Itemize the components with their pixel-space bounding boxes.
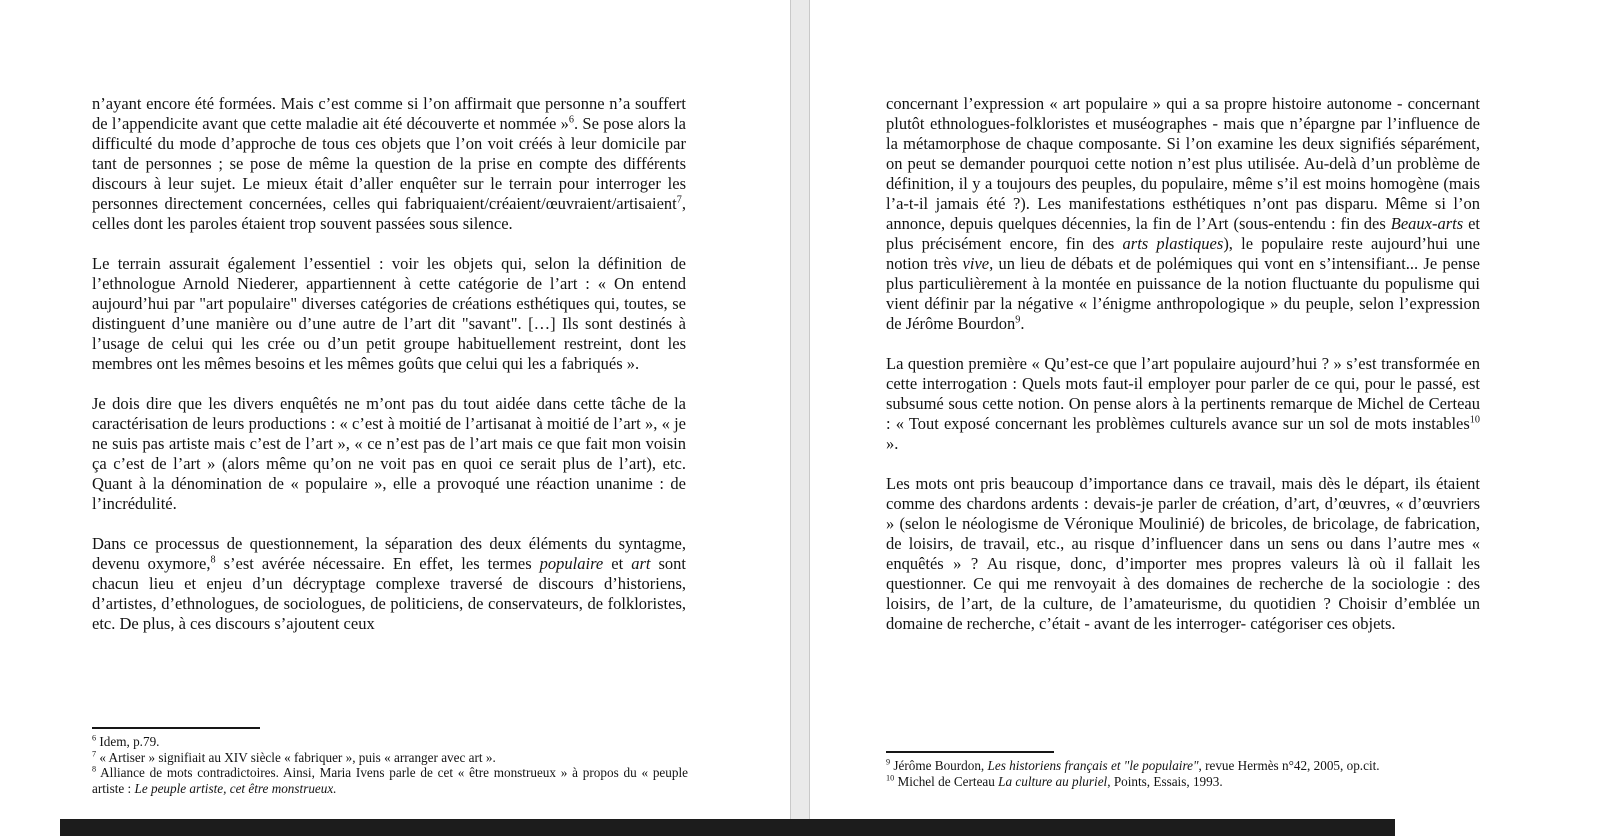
page-left-body <box>92 94 686 634</box>
page-gap-divider <box>790 0 810 836</box>
paragraph: Le terrain assurait également l’essentiel : voir les objets qui, selon la définition de l’ethnologue Arnold Niederer, appartiennent à cette catégorie de l’art : « On entend aujourd’hui par "art populaire" diverses catégories de créations esthétiques qui, toutes, se distinguent d’une manière ou d’une autre de l’art dit "savant". […] Ils sont destinés à l’usage de celui qui les crée ou d’un petit groupe habituellement restreint, dont les membres ont les mêmes besoins et les mêmes goûts que celui qui les a fabriqués ». <box>92 254 686 373</box>
paragraph: n’ayant encore été formées. Mais c’est comme si l’on affirmait que personne n’a souffert de l’appendicite avant que cette maladie ait été découverte et nommée »$^6$. Se pose alors la difficulté du mode d’approche de tous ces objets que l’on voit créés à leur domicile par tant de personnes ; se pose de même la question de la prise en compte des différents discours à leur sujet. Le mieux était d’aller enquêter sur le terrain pour interroger les personnes directement concernées, celles qui fabriquaient/créaient/œuvraient/artisaient$^7$, celles dont les paroles étaient trop souvent passées sous silence. <box>92 94 686 233</box>
footnote: $^9$ Jérôme Bourdon, Les historiens français et "le populaire", revue Hermès n°42, 2005, op.cit. <box>886 757 1380 773</box>
paragraph: Je dois dire que les divers enquêtés ne m’ont pas du tout aidée dans cette tâche de la caractérisation de leurs productions : « c’est à moitié de l’artisanat à moitié de l’art », « je ne suis pas artiste mais c’est de l’art », « ce n’est pas de l’art mais ce que fait mon voisin ça c’est de l’art » (alors même qu’on ne voit pas en quoi ce serait plus de l’art), etc. Quant à la dénomination de « populaire », elle a provoqué une réaction unanime : de l’incrédulité. <box>92 394 686 513</box>
paragraph: concernant l’expression « art populaire » qui a sa propre histoire autonome - concernant plutôt ethnologues-folkloristes et muséographes - mais que n’épargne par l’influence de la métamorphose de chaque composante. Si l’on examine les deux signifiés séparément, on peut se demander pourquoi cette notion n’est plus utilisée. Au-delà d’un problème de définition, il y a toujours des peuples, du populaire, même s’il est moins homogène (mais l’a-t-il jamais été ?). Les manifestations esthétiques n’ont pas disparu. Même si l’on annonce, depuis quelques décennies, la fin de l’Art (sous-entendu : fin des Beaux-arts et plus précisément encore, fin des arts plastiques), le populaire reste aujourd’hui une notion très vive, un lieu de débats et de polémiques qui vont en s’intensifiant... Je pense plus particulièrement à la montée en puissance de la notion fluctuante du populisme qui vient définir par la négative « l’énigme anthropologique » du peuple, selon l’expression de Jérôme Bourdon$^9$. <box>886 94 1480 333</box>
paragraph: Dans ce processus de questionnement, la séparation des deux éléments du syntagme, devenu oxymore,$^8$ s’est avérée nécessaire. En effet, les termes populaire et art sont chacun lieu et enjeu d’un décryptage complexe traversé de discours d’historiens, d’artistes, d’ethnologues, de sociologues, de politiciens, de conservateurs, de folkloristes, etc. De plus, à ces discours s’ajoutent ceux <box>92 534 686 633</box>
footnote-divider <box>92 727 260 729</box>
next-page-top-edge <box>60 819 1395 836</box>
page-right-body <box>886 94 1480 634</box>
footnote: $^6$ Idem, p.79. <box>92 733 160 749</box>
footnote: $^8$ Alliance de mots contradictoires. Ainsi, Maria Ivens parle de cet « être monstrueux » à propos du « peuple artiste : Le peuple artiste, cet être monstrueux. <box>92 764 688 796</box>
page-left-footnotes <box>92 727 688 796</box>
page-left <box>0 0 790 836</box>
page-right <box>810 0 1600 836</box>
paragraph: Les mots ont pris beaucoup d’importance dans ce travail, mais dès le départ, ils étaient comme des chardons ardents : devais-je parler de création, d’art, d’œuvres, « d’œuvriers » (selon le néologisme de Véronique Moulinié) de bricoles, de bricolage, de fabrication, de loisirs, de travail, etc., au risque d’influencer dans un sens ou dans l’autre mes « enquêtés » ? Au risque, donc, d’importer mes propres valeurs là où il fallait les questionner. Ce qui me renvoyait à des domaines de recherche de la sociologie : des loisirs, de l’art, de la culture, de l’amateurisme, du quotidien ? Choisir d’emblée un domaine de recherche, c’était - avant de les interroger- catégoriser ces objets. <box>886 474 1480 633</box>
paragraph: La question première « Qu’est-ce que l’art populaire aujourd’hui ? » s’est transformée en cette interrogation : Quels mots faut-il employer pour parler de ce qui, pour le passé, est subsumé sous cette notion. On pense alors à la pertinents remarque de Michel de Certeau : « Tout exposé concernant les problèmes culturels avance sur un sol de mots instables$^{10}$ ». <box>886 354 1480 453</box>
page-right-footnotes <box>886 751 1482 789</box>
footnote: $^{10}$ Michel de Certeau La culture au pluriel, Points, Essais, 1993. <box>886 773 1223 789</box>
footnote: $^7$ « Artiser » signifiait au XIV siècle « fabriquer », puis « arranger avec art ». <box>92 749 496 765</box>
footnote-divider <box>886 751 1054 753</box>
